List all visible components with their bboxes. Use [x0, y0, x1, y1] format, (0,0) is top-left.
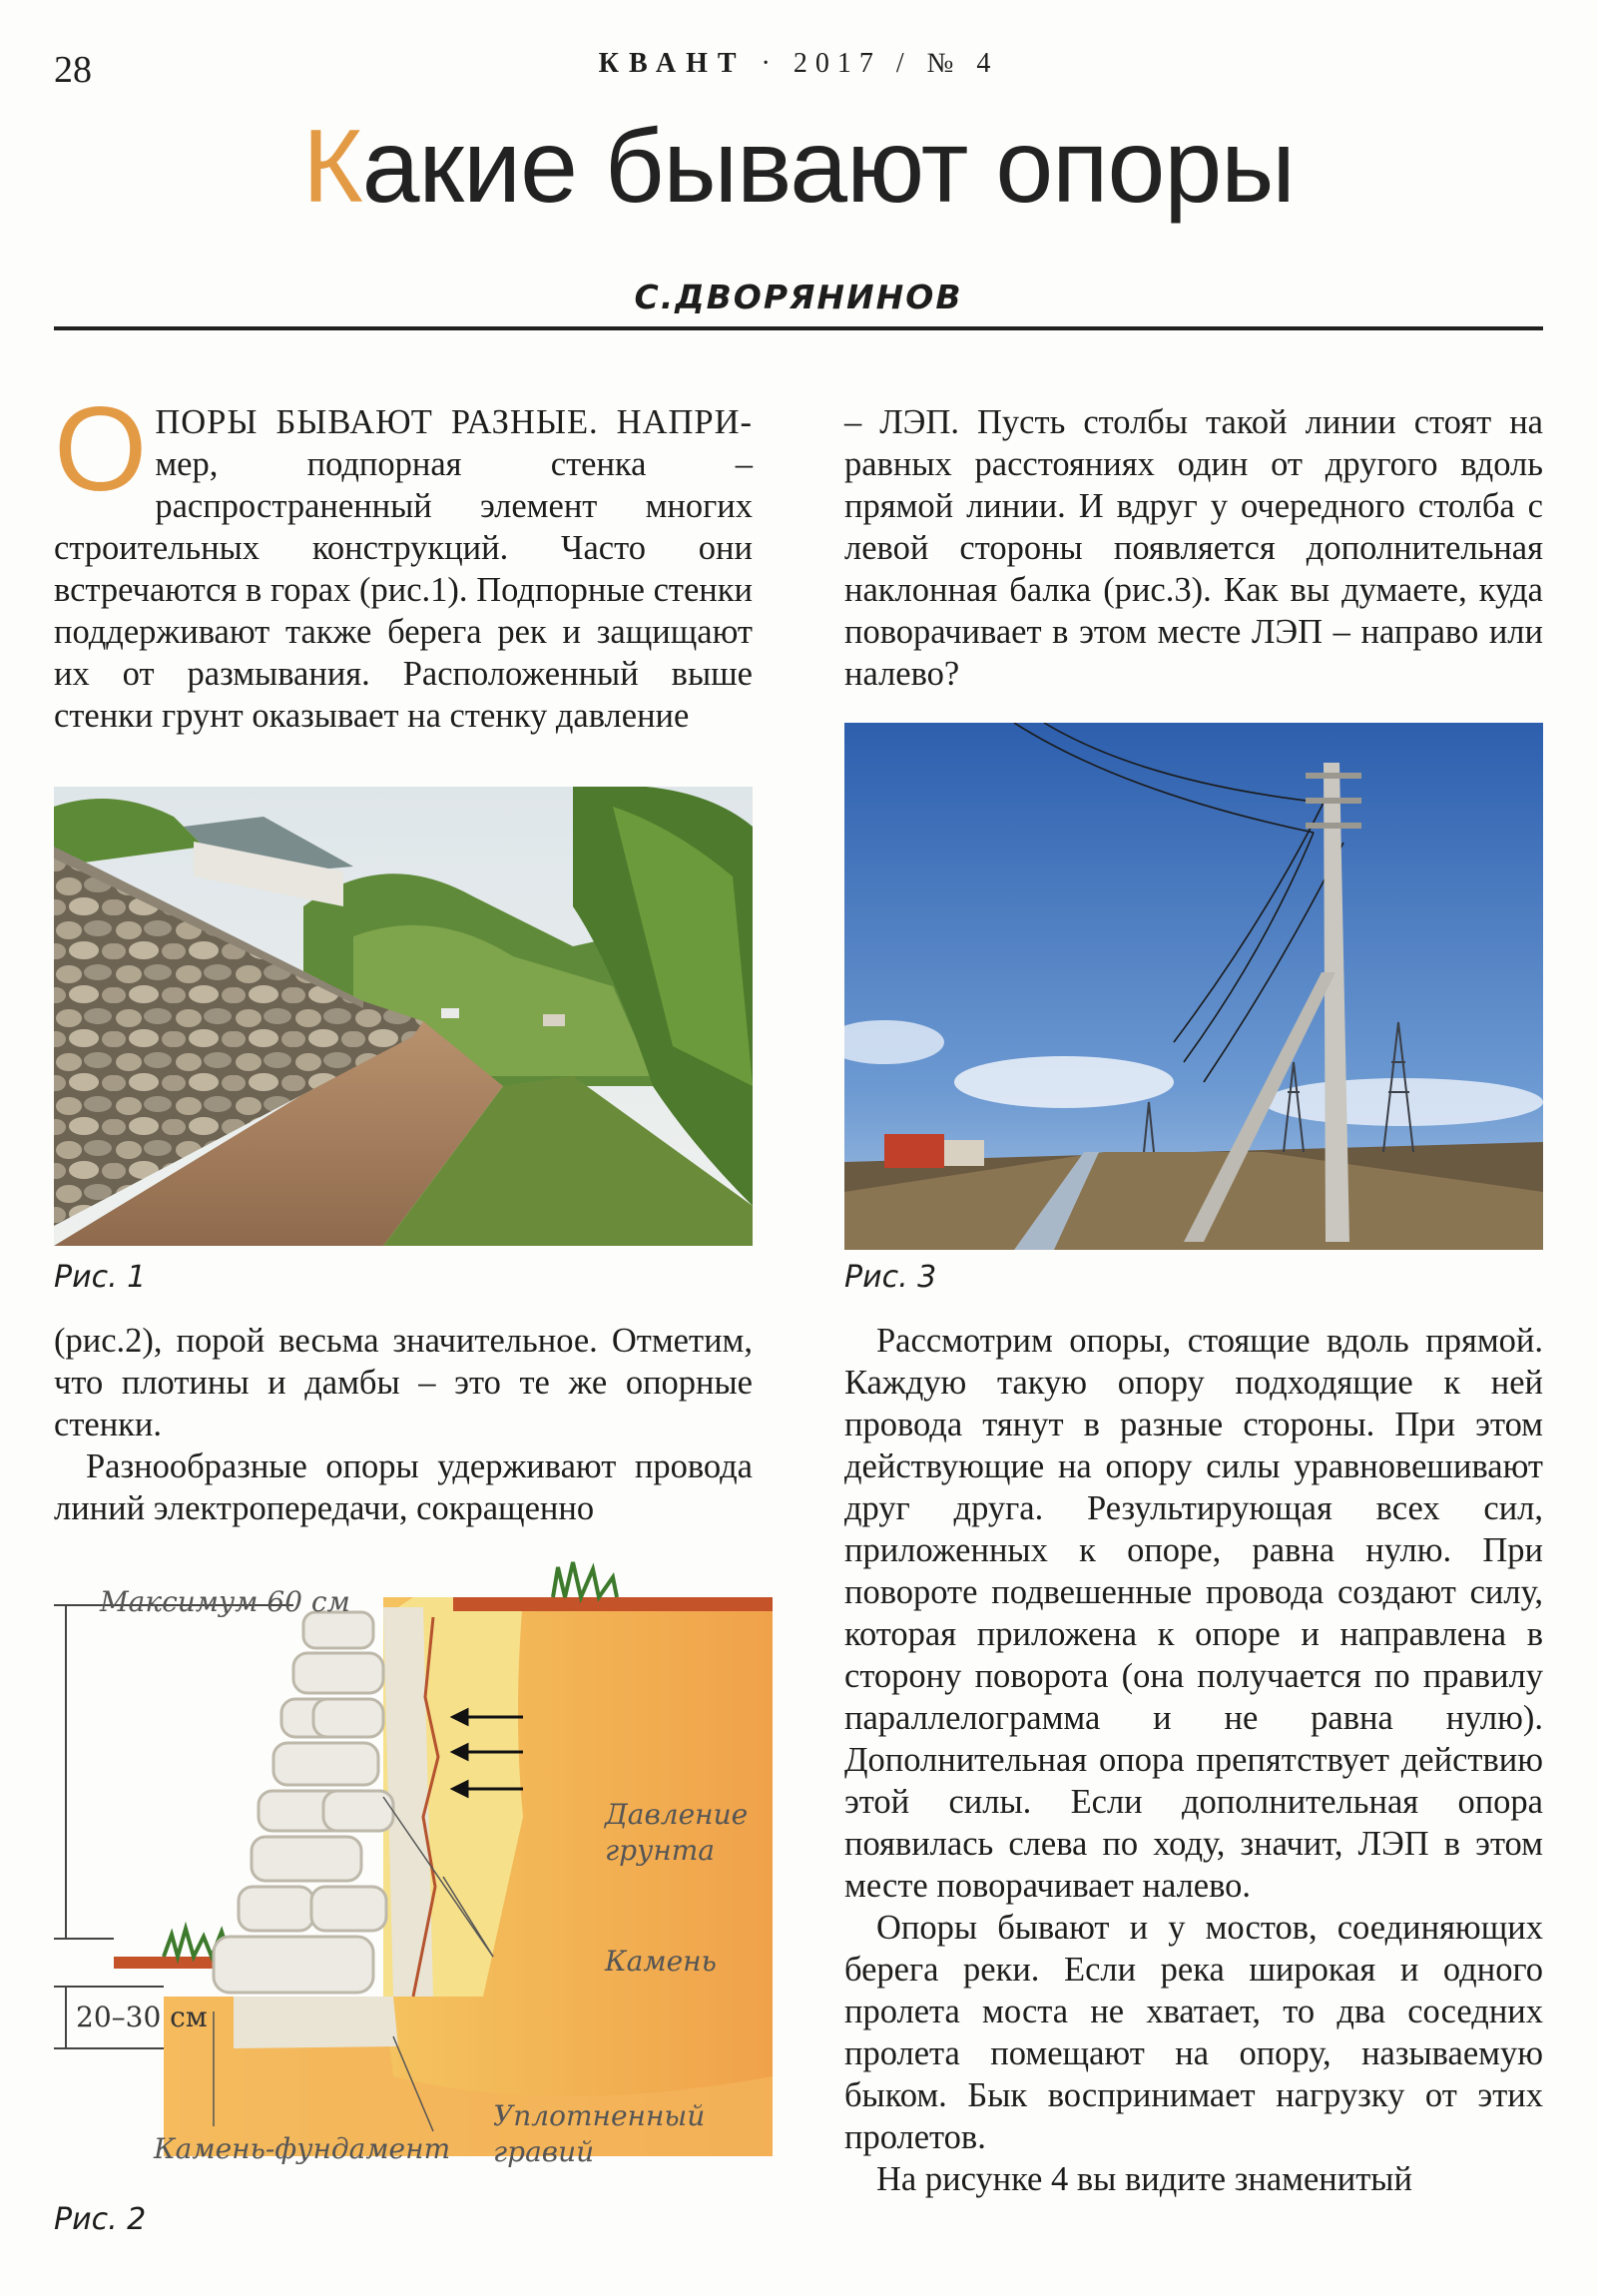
fig2-label-gravel-line2: гравий: [493, 2135, 595, 2168]
fig1-photo: [54, 787, 753, 1246]
col2-paragraph-3: Опоры бывают и у мостов, соединяющих берега реки. Если река широкая и одного пролета моста не хватает, то два соседних пролета помещают на опору, называемую быком. Бык воспринимает нагрузку от этих пролетов.: [844, 1909, 1543, 2156]
fig2-label-foundation: Камень-фундамент: [154, 2132, 451, 2165]
fig2-label-pressure-line1: Давление: [605, 1798, 749, 1831]
col1-paragraph-3: Разнообразные опоры удерживают провода линий электропередачи, сокращенно: [54, 1447, 753, 1527]
title-rest: акие бывают опоры: [361, 109, 1295, 225]
fig3-photo: [844, 723, 1543, 1250]
article-author: С.ДВОРЯНИНОВ: [634, 278, 963, 316]
fig2-caption: Рис. 2: [54, 2202, 147, 2237]
fig1-caption: Рис. 1: [54, 1260, 147, 1295]
journal-header: [0, 48, 1597, 80]
dropcap: О: [54, 382, 148, 516]
title-divider: [54, 326, 1543, 330]
article-title: [0, 108, 1597, 227]
fig2-label-gravel-line1: Уплотненный: [493, 2099, 706, 2132]
lead-caps: ПОРЫ БЫВАЮТ РАЗНЫЕ. НАПРИ-: [155, 403, 753, 441]
fig2-label-stone: Камень: [605, 1945, 717, 1978]
col2-paragraph-4: На рисунке 4 вы видите знаменитый: [876, 2160, 1412, 2198]
fig2-diagram: [54, 1557, 773, 2196]
col1-paragraph-1: мер, подпорная стенка – распространенный элемент многих строительных конструкций. Часто они встречаются в горах (рис.1). Подпорные стенки поддерживают также берега рек и защищают их от размывания. Расположенный выше стенки грунт оказывает на стенку давление: [54, 445, 753, 735]
journal-name: КВАНТ: [598, 48, 747, 79]
header-separator: ·: [761, 48, 779, 79]
title-first-letter: К: [302, 109, 362, 225]
fig3-caption: Рис. 3: [844, 1260, 937, 1295]
col2-paragraph-1: – ЛЭП. Пусть столбы такой линии стоят на равных расстояниях один от другого вдоль прямой линии. И вдруг у очередного столба с левой стороны появляется дополнительная наклонная балка (рис.3). Как вы думаете, куда поворачивает в этом месте ЛЭП – направо или налево?: [844, 403, 1543, 693]
col2-intro: [844, 401, 1543, 695]
col2-continued: [844, 1320, 1543, 2200]
fig2-label-pressure: [605, 1797, 748, 1869]
col1-paragraph-2: (рис.2), порой весьма значительное. Отметим, что плотины и дамбы – это те же опорные стенки.: [54, 1322, 753, 1443]
col2-paragraph-2: Рассмотрим опоры, стоящие вдоль прямой. Каждую такую опору подходящие к ней провода тянут в разные стороны. При этом действующие на опору силы уравновешивают друг друга. Результирующая всех сил, приложенных к опоре, равна нулю. При повороте подвешенные провода создают силу, которая приложена к опоре и направлена в сторону поворота (она получается по правилу параллелограмма и не равна нулю). Дополнительная опора препятствует действию этой силы. Если дополнительная опора появилась слева по ходу, значит, ЛЭП в этом месте поворачивает налево.: [844, 1322, 1543, 1905]
col1-intro: [54, 382, 753, 737]
issue-number: 2017 / № 4: [793, 48, 999, 79]
fig2-label-depth: 20–30 см: [76, 2001, 208, 2033]
page-number: 28: [54, 49, 92, 91]
fig2-label-max: Максимум 60 см: [100, 1585, 350, 1618]
fig2-label-gravel: [493, 2098, 705, 2170]
col1-continued: [54, 1320, 753, 1529]
fig2-label-pressure-line2: грунта: [605, 1834, 716, 1867]
